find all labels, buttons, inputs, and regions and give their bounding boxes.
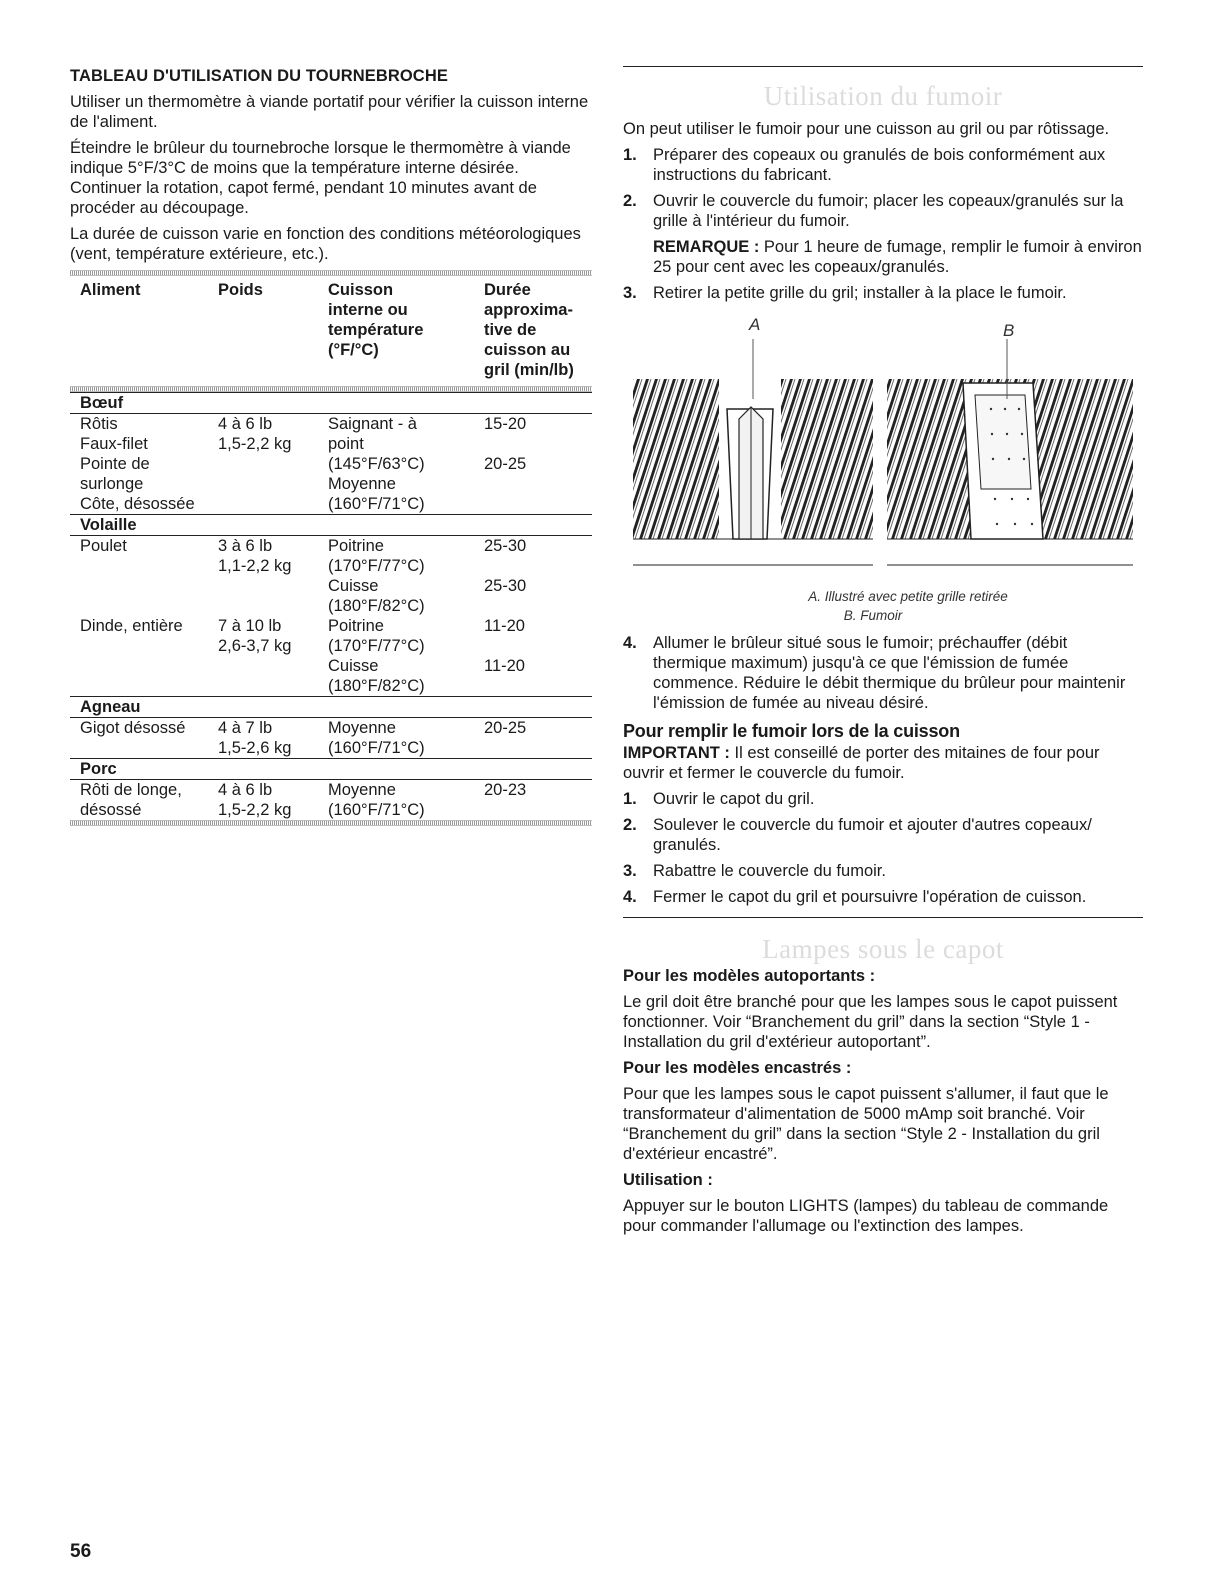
- grill-illustration: [623, 339, 1143, 569]
- smoker-step-3: [623, 283, 1143, 303]
- refill-steps: [623, 789, 1143, 907]
- caption-a: A. Illustré avec petite grille retirée: [808, 589, 1008, 604]
- list-item: [623, 145, 1143, 185]
- table-cell: Rôti de longe, désossé: [80, 781, 182, 819]
- step-text: Rabattre le couvercle du fumoir.: [653, 862, 886, 880]
- table-row: [70, 780, 592, 821]
- important-label: IMPORTANT :: [623, 744, 730, 762]
- step-text: Préparer des copeaux ou granulés de bois conformément aux instructions du fabricant.: [653, 146, 1106, 184]
- table-row: [70, 616, 592, 697]
- step-number: 2.: [623, 816, 637, 834]
- category-label: Bœuf: [70, 393, 592, 414]
- freestanding-heading: Pour les modèles autoportants :: [623, 967, 876, 985]
- builtin-heading: Pour les modèles encastrés :: [623, 1059, 852, 1077]
- page-number: 56: [70, 1541, 92, 1562]
- intro-paragraph-3: La durée de cuisson varie en fonction des conditions météorologiques (vent, température extérieure, etc.).: [70, 225, 581, 263]
- intro-paragraph-1: Utiliser un thermomètre à viande portatif pour vérifier la cuisson interne de l'aliment.: [70, 93, 589, 131]
- table-body: [70, 393, 592, 821]
- table-cell: 4 à 6 lb 1,5-2,2 kg: [218, 415, 292, 453]
- table-cell: Poulet: [80, 537, 127, 555]
- smoker-section-heading: Utilisation du fumoir: [763, 81, 1003, 111]
- step-text: Fermer le capot du gril et poursuivre l'opération de cuisson.: [653, 888, 1087, 906]
- list-item: [623, 633, 1143, 713]
- smoker-steps: [623, 145, 1143, 231]
- table-cell: Dinde, entière: [80, 617, 183, 635]
- header-hatch-rule: [70, 386, 592, 392]
- table-cell: Rôtis Faux-filet Pointe de surlonge Côte, désossée: [80, 415, 195, 513]
- section-rule: [623, 66, 1143, 67]
- step-text: Allumer le brûleur situé sous le fumoir; préchauffer (débit thermique maximum) jusqu'à ce que l'émission de fumée commence. Réduire le débit thermique du brûleur pour maintenir l'émission de fumée au niveau désiré.: [653, 634, 1126, 712]
- table-cell: 11-20 11-20: [484, 617, 525, 675]
- table-cell: Gigot désossé: [80, 719, 186, 737]
- step-number: 2.: [623, 192, 637, 210]
- table-row: [70, 414, 592, 515]
- table-row: [70, 718, 592, 759]
- rotisserie-table: [70, 276, 592, 820]
- step-number: 1.: [623, 790, 637, 808]
- table-row: [70, 536, 592, 617]
- important-note: [623, 743, 1143, 783]
- figure-caption: [673, 587, 1143, 625]
- table-cell: Poitrine (170°F/77°C) Cuisse (180°F/82°C): [328, 617, 425, 695]
- header-aliment: Aliment: [80, 281, 141, 299]
- caption-b: B. Fumoir: [843, 608, 903, 623]
- usage-heading: Utilisation :: [623, 1171, 713, 1189]
- step-number: 4.: [623, 888, 637, 906]
- usage-text: Appuyer sur le bouton LIGHTS (lampes) du tableau de commande pour commander l'allumage ou l'extinction des lampes.: [623, 1197, 1109, 1235]
- step-number: 4.: [623, 634, 637, 652]
- list-item: [623, 887, 1143, 907]
- smoker-intro: On peut utiliser le fumoir pour une cuisson au gril ou par rôtissage.: [623, 120, 1110, 138]
- step-text: Retirer la petite grille du gril; installer à la place le fumoir.: [653, 284, 1067, 302]
- step-number: 3.: [623, 284, 637, 302]
- table-cell: 3 à 6 lb 1,1-2,2 kg: [218, 537, 292, 575]
- table-cell: 20-25: [484, 719, 527, 737]
- list-item: [623, 815, 1143, 855]
- note: [623, 237, 1143, 277]
- refill-heading: Pour remplir le fumoir lors de la cuisson: [623, 721, 960, 741]
- smoker-step-4: [623, 633, 1143, 713]
- table-cell: 25-30 25-30: [484, 537, 527, 595]
- category-label: Volaille: [70, 515, 592, 536]
- header-cuisson: Cuisson interne ou température (°F/°C): [328, 281, 424, 359]
- table-cell: 4 à 7 lb 1,5-2,6 kg: [218, 719, 292, 757]
- step-text: Soulever le couvercle du fumoir et ajouter d'autres copeaux/ granulés.: [653, 816, 1092, 854]
- intro-paragraph-2: Éteindre le brûleur du tournebroche lorsque le thermomètre à viande indique 5°F/3°C de moins que la température interne désirée. Continuer la rotation, capot fermé, pendant 10 minutes avant de procéder au découpage.: [70, 139, 571, 217]
- list-item: [623, 191, 1143, 231]
- table-category-row: [70, 697, 592, 718]
- smoker-figure: [623, 311, 1143, 581]
- builtin-text: Pour que les lampes sous le capot puissent s'allumer, il faut que le transformateur d'alimentation de 5000 mAmp soit branché. Voir “Branchement du gril” dans la section “Style 2 - Installation du gril d'extérieur encastré”.: [623, 1085, 1109, 1163]
- left-column: [70, 66, 592, 826]
- table-cell: 4 à 6 lb 1,5-2,2 kg: [218, 781, 292, 819]
- step-number: 3.: [623, 862, 637, 880]
- header-duree: Durée approxima- tive de cuisson au gril (min/lb): [484, 281, 574, 379]
- table-cell: Moyenne (160°F/71°C): [328, 719, 425, 757]
- table-bottom-rule: [70, 820, 592, 826]
- rotisserie-table-title: TABLEAU D'UTILISATION DU TOURNEBROCHE: [70, 67, 448, 85]
- lamps-section-heading: Lampes sous le capot: [762, 934, 1004, 964]
- category-label: Agneau: [70, 697, 592, 718]
- table-category-row: [70, 393, 592, 414]
- note-text: Pour 1 heure de fumage, remplir le fumoir à environ 25 pour cent avec les copeaux/granulés.: [653, 238, 1142, 276]
- table-cell: Moyenne (160°F/71°C): [328, 781, 425, 819]
- table-cell: 15-20 20-25: [484, 415, 527, 473]
- figure-label-a: A: [749, 315, 761, 334]
- list-item: [623, 789, 1143, 809]
- table-category-row: [70, 515, 592, 536]
- header-poids: Poids: [218, 281, 263, 299]
- table-cell: Saignant - à point (145°F/63°C) Moyenne (160°F/71°C): [328, 415, 425, 513]
- category-label: Porc: [70, 759, 592, 780]
- step-number: 1.: [623, 146, 637, 164]
- table-header-row: [70, 276, 592, 382]
- table-cell: 20-23: [484, 781, 527, 799]
- figure-label-b: B: [1003, 321, 1015, 340]
- right-column: [623, 66, 1143, 1242]
- table-cell: 7 à 10 lb 2,6-3,7 kg: [218, 617, 292, 655]
- table-cell: Poitrine (170°F/77°C) Cuisse (180°F/82°C): [328, 537, 425, 615]
- important-text: Il est conseillé de porter des mitaines de four pour ouvrir et fermer le couvercle du fumoir.: [623, 744, 1100, 782]
- list-item: [623, 283, 1143, 303]
- table-category-row: [70, 759, 592, 780]
- step-text: Ouvrir le capot du gril.: [653, 790, 815, 808]
- list-item: [623, 861, 1143, 881]
- freestanding-text: Le gril doit être branché pour que les lampes sous le capot puissent fonctionner. Voir “Branchement du gril” dans la section “Style 1 - Installation du gril d'extérieur autoportant”.: [623, 993, 1118, 1051]
- note-label: REMARQUE :: [653, 238, 760, 256]
- section-rule: [623, 917, 1143, 918]
- step-text: Ouvrir le couvercle du fumoir; placer les copeaux/granulés sur la grille à l'intérieur du fumoir.: [653, 192, 1124, 230]
